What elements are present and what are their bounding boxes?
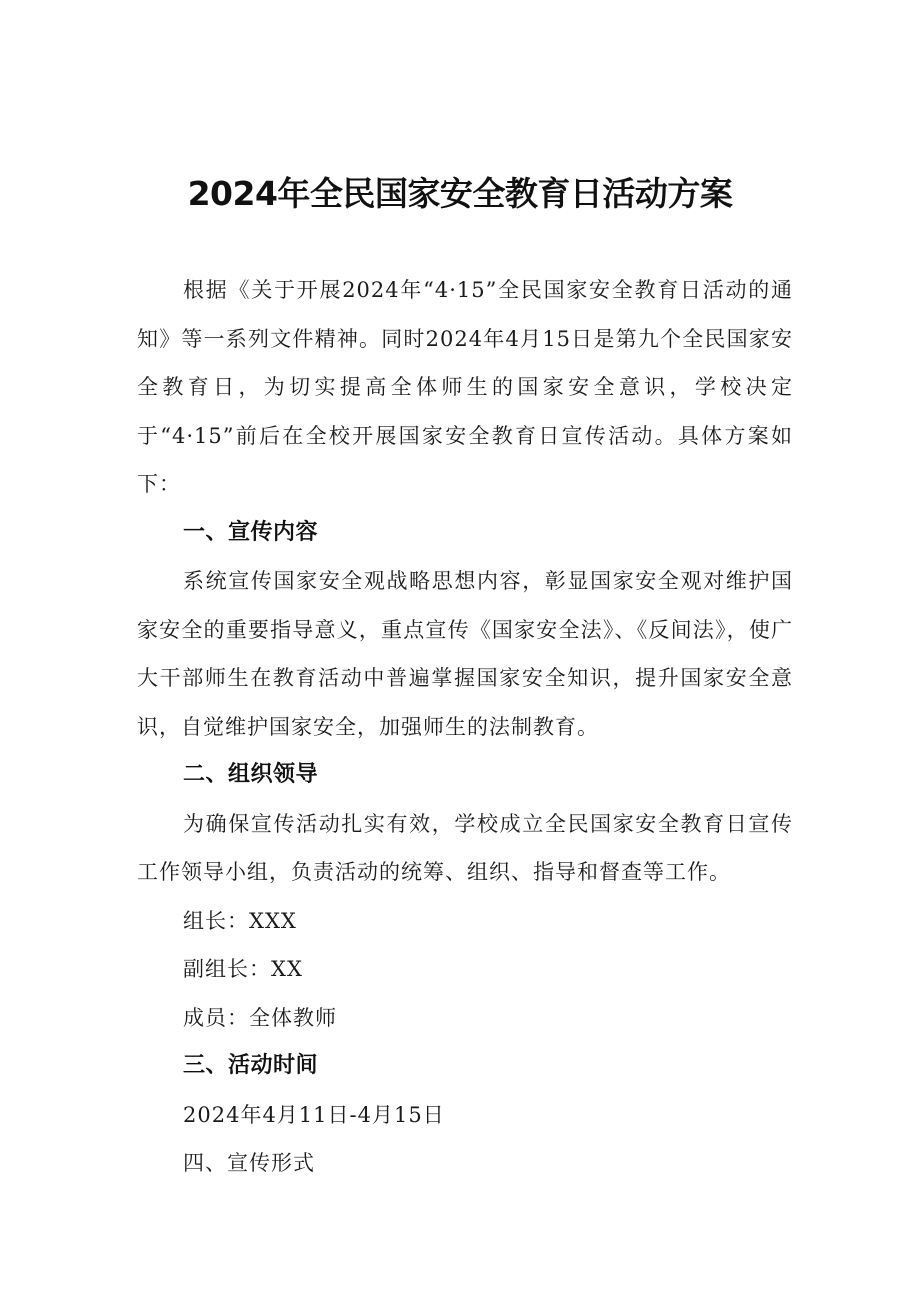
section-heading-publicity-content: 一、宣传内容 (183, 519, 319, 545)
member-deputy-leader: 副组长：XX (183, 957, 303, 981)
publicity-content-paragraph: 系统宣传国家安全观战略思想内容，彰显国家安全观对维护国家安全的重要指导意义，重点宣传《国家安全法》、《反间法》，使广大干部师生在教育活动中普遍掌握国家安全知识，提升国家安全意识，自觉维护国家安全，加强师生的法制教育。 (137, 569, 793, 739)
section-heading-organization: 二、组织领导 (183, 762, 319, 787)
section-heading-publicity-form: 四、宣传形式 (183, 1151, 315, 1175)
section-heading-activity-time: 三、活动时间 (183, 1053, 319, 1078)
organization-paragraph: 为确保宣传活动扎实有效，学校成立全民国家安全教育日宣传工作领导小组，负责活动的统筹、组织、指导和督查等工作。 (137, 811, 793, 884)
member-members: 成员：全体教师 (183, 1005, 337, 1030)
document-body (137, 266, 793, 1188)
member-leader: 组长：XXX (183, 908, 297, 933)
document-title: 2024年全民国家安全教育日活动方案 (187, 174, 733, 213)
activity-time-value: 2024年4月11日-4月15日 (183, 1102, 445, 1127)
intro-paragraph: 根据《关于开展2024年“4·15”全民国家安全教育日活动的通知》等一系列文件精神。同时2024年4月15日是第九个全民国家安全教育日，为切实提高全体师生的国家安全意识，学校决定于“4·15”前后在全校开展国家安全教育日宣传活动。具体方案如下： (137, 278, 793, 496)
